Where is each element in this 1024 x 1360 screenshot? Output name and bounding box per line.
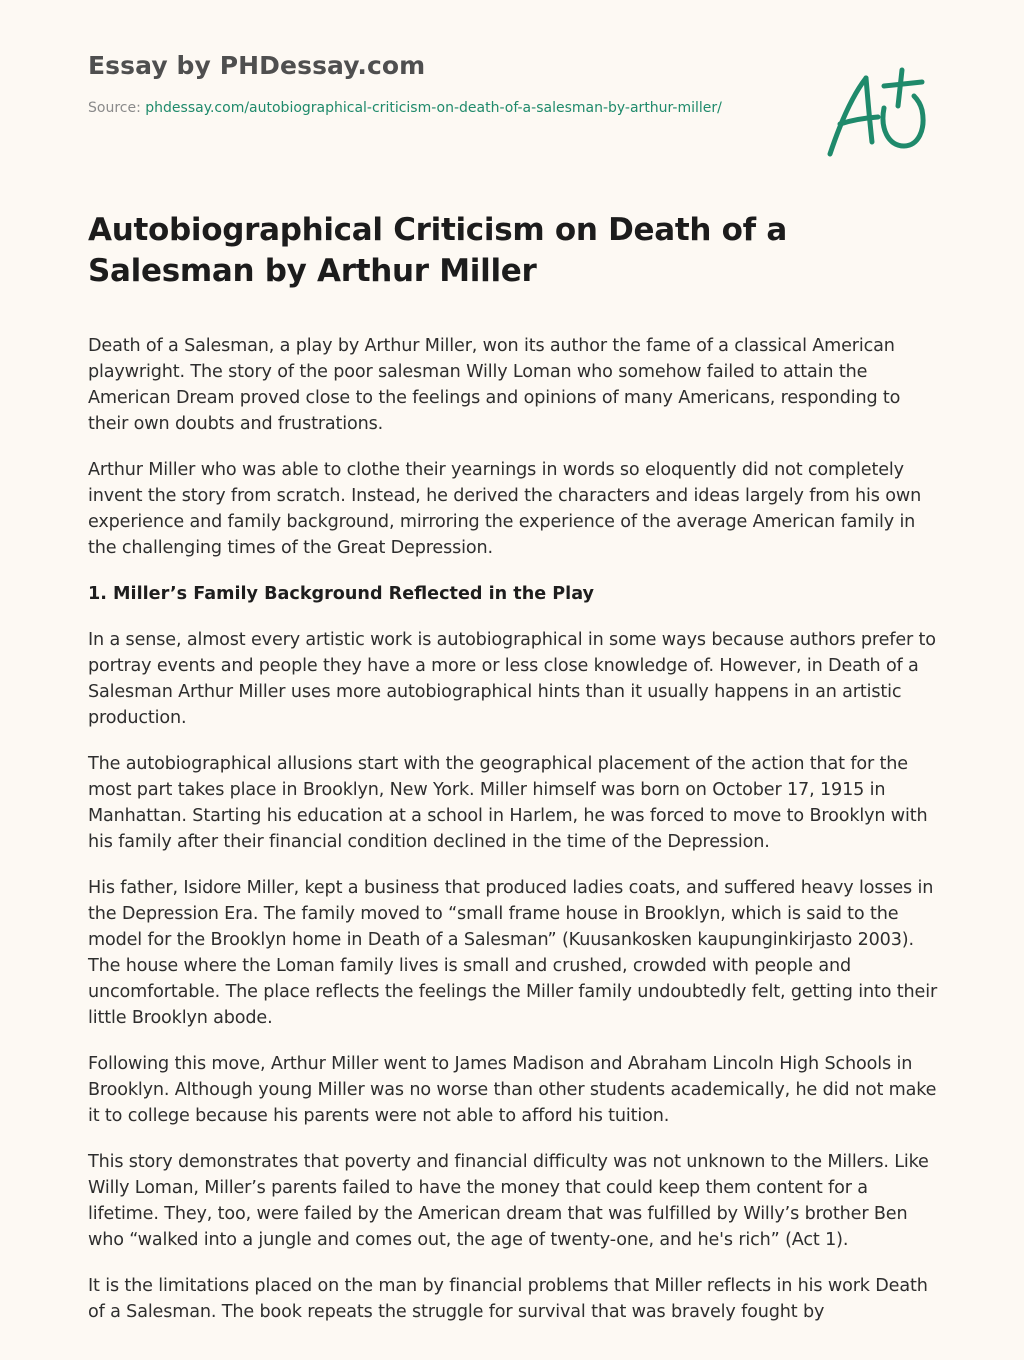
paragraph: Death of a Salesman, a play by Arthur Miller, won its author the fame of a classical American playwright. The story of the poor salesman Willy Loman who somehow failed to attain the American Dream proved close to the feelings and opinions of many Americans, responding to their own doubts and frustrations. [88,336,901,434]
paragraph: In a sense, almost every artistic work is autobiographical in some ways because authors prefer to portray events and people they have a more or less close knowledge of. However, in Death of a Salesman Arthur Miller uses more autobiographical hints than it usually happens in an artistic production. [88,630,936,728]
source-label: Source: [88,100,146,116]
paragraph: Following this move, Arthur Miller went to James Madison and Abraham Lincoln High Schools in Brooklyn. Although young Miller was no worse than other students academically, he did not make it to college because his parents were not able to afford his tuition. [88,1054,937,1126]
essay-body [88,333,938,1322]
paragraph: It is the limitations placed on the man by financial problems that Miller reflects in his work Death of a Salesman. The book repeats the struggle for survival that was bravely fought by [88,1276,928,1322]
a-plus-logo-icon[interactable] [818,62,934,162]
paragraph: His father, Isidore Miller, kept a business that produced ladies coats, and suffered heavy losses in the Depression Era. The family moved to “small frame house in Brooklyn, which is said to the model for the Brooklyn home in Death of a Salesman” (Kuusankosken kaupunginkirjasto 2003). The house where the Loman family lives is small and crushed, crowded with people and uncomfortable. The place reflects the feelings the Miller family undoubtedly felt, getting into their little Brooklyn abode. [88,878,938,1028]
source-link[interactable]: phdessay.com/autobiographical-criticism-on-death-of-a-salesman-by-arthur-miller/ [145,100,722,116]
page-title: Autobiographical Criticism on Death of a Salesman by Arthur Miller [88,212,787,289]
page-header [88,50,788,119]
paragraph: Arthur Miller who was able to clothe their yearnings in words so eloquently did not completely invent the story from scratch. Instead, he derived the characters and ideas largely from his own experience and family background, mirroring the experience of the average American family in the challenging times of the Great Depression. [88,460,922,558]
site-brand[interactable]: Essay by PHDessay.com [88,51,426,80]
source-line [88,98,738,119]
paragraph: This story demonstrates that poverty and financial difficulty was not unknown to the Millers. Like Willy Loman, Miller’s parents failed to have the money that could keep them content for a lifetime. They, too, were failed by the American dream that was fulfilled by Willy’s brother Ben who “walked into a jungle and comes out, the age of twenty-one, and he's rich” (Act 1). [88,1152,929,1250]
paragraph: The autobiographical allusions start with the geographical placement of the action that for the most part takes place in Brooklyn, New York. Miller himself was born on October 17, 1915 in Manhattan. Starting his education at a school in Harlem, he was forced to move to Brooklyn with his family after their financial condition declined in the time of the Depression. [88,754,928,852]
section-heading: 1. Miller’s Family Background Reflected in the Play [88,584,595,604]
